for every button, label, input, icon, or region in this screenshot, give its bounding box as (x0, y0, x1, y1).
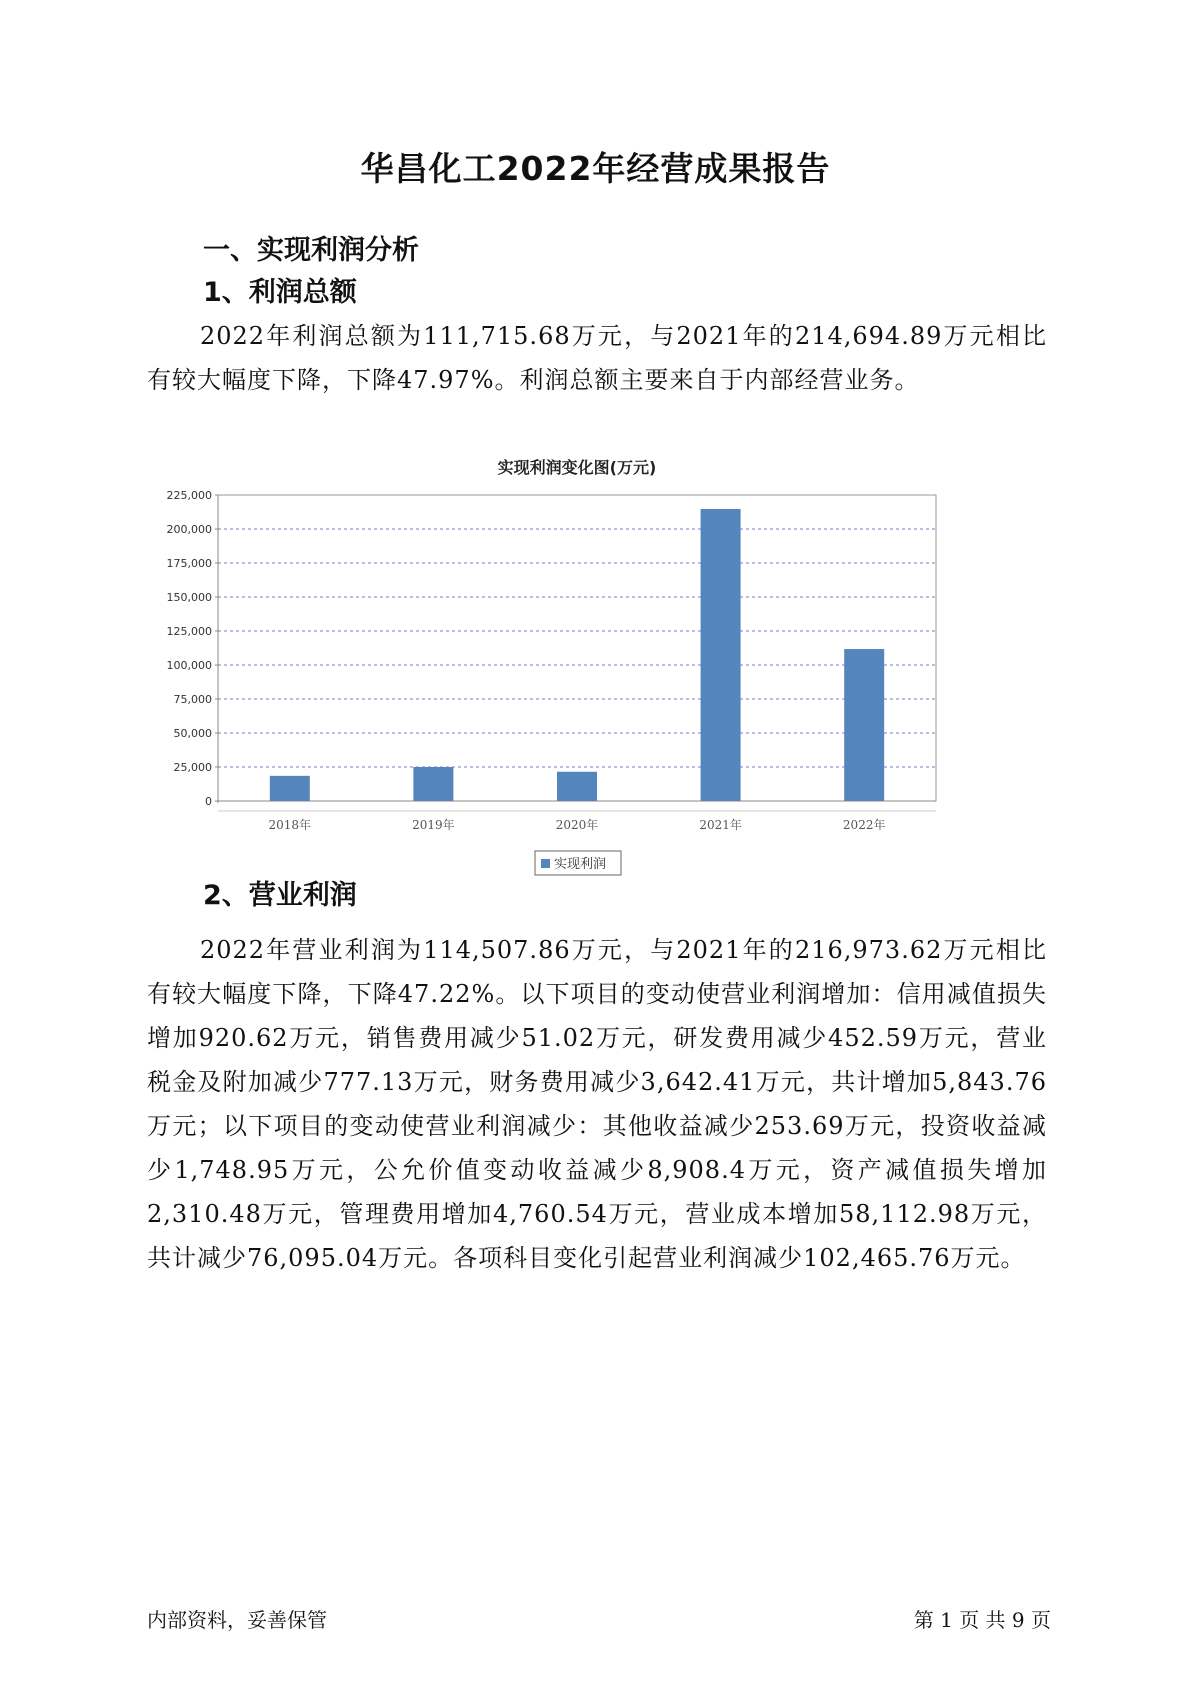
paragraph-operating-profit: 2022年营业利润为114,507.86万元，与2021年的216,973.62万元相比有较大幅度下降，下降47.22%。以下项目的变动使营业利润增加：信用减值损失增加920.62万元，销售费用减少51.02万元，研发费用减少452.59万元，营业税金及附加减少777.13万元，财务费用减少3,642.41万元，共计增加5,843.76万元；以下项目的变动使营业利润减少：其他收益减少253.69万元，投资收益减少1,748.95万元，公允价值变动收益减少8,908.4万元，资产减值损失增加2,310.48万元，管理费用增加4,760.54万元，营业成本增加58,112.98万元，共计减少76,095.04万元。各项科目变化引起营业利润减少102,465.76万元。 (147, 936, 1047, 1272)
y-tick-label: 150,000 (166, 591, 212, 604)
legend-swatch (541, 859, 550, 868)
y-tick-label: 25,000 (173, 761, 212, 774)
bar (844, 649, 884, 801)
subsection-heading-profit-total: 1、利润总额 (203, 277, 357, 308)
y-tick-label: 100,000 (166, 659, 212, 672)
section-heading: 一、实现利润分析 (203, 235, 419, 266)
x-tick-label: 2020年 (555, 818, 599, 832)
plot-border (218, 495, 936, 801)
footer-page-number: 第 1 页 共 9 页 (913, 1608, 1051, 1632)
subsection-heading-operating-profit: 2、营业利润 (203, 880, 357, 911)
x-tick-label: 2019年 (412, 818, 455, 832)
profit-chart (160, 455, 1030, 915)
y-tick-label: 175,000 (166, 557, 212, 570)
bar (270, 776, 310, 801)
x-tick-label: 2022年 (842, 818, 886, 832)
chart-title: 实现利润变化图(万元) (497, 458, 657, 477)
y-tick-label: 0 (205, 795, 212, 808)
y-tick-label: 200,000 (166, 523, 212, 536)
x-tick-label: 2018年 (268, 818, 312, 832)
bar (701, 509, 741, 801)
y-tick-label: 125,000 (166, 625, 212, 638)
profit-bar-chart (160, 455, 1030, 915)
x-tick-label: 2021年 (699, 818, 742, 832)
y-tick-label: 50,000 (173, 727, 212, 740)
footer-confidential: 内部资料，妥善保管 (147, 1608, 327, 1632)
bar (413, 767, 453, 801)
legend-label: 实现利润 (554, 857, 607, 872)
y-tick-label: 75,000 (173, 693, 212, 706)
y-tick-label: 225,000 (166, 489, 212, 502)
bar (557, 772, 597, 801)
page-title: 华昌化工2022年经营成果报告 (360, 149, 831, 188)
paragraph-profit-total: 2022年利润总额为111,715.68万元，与2021年的214,694.89万元相比有较大幅度下降，下降47.97%。利润总额主要来自于内部经营业务。 (147, 322, 1047, 394)
